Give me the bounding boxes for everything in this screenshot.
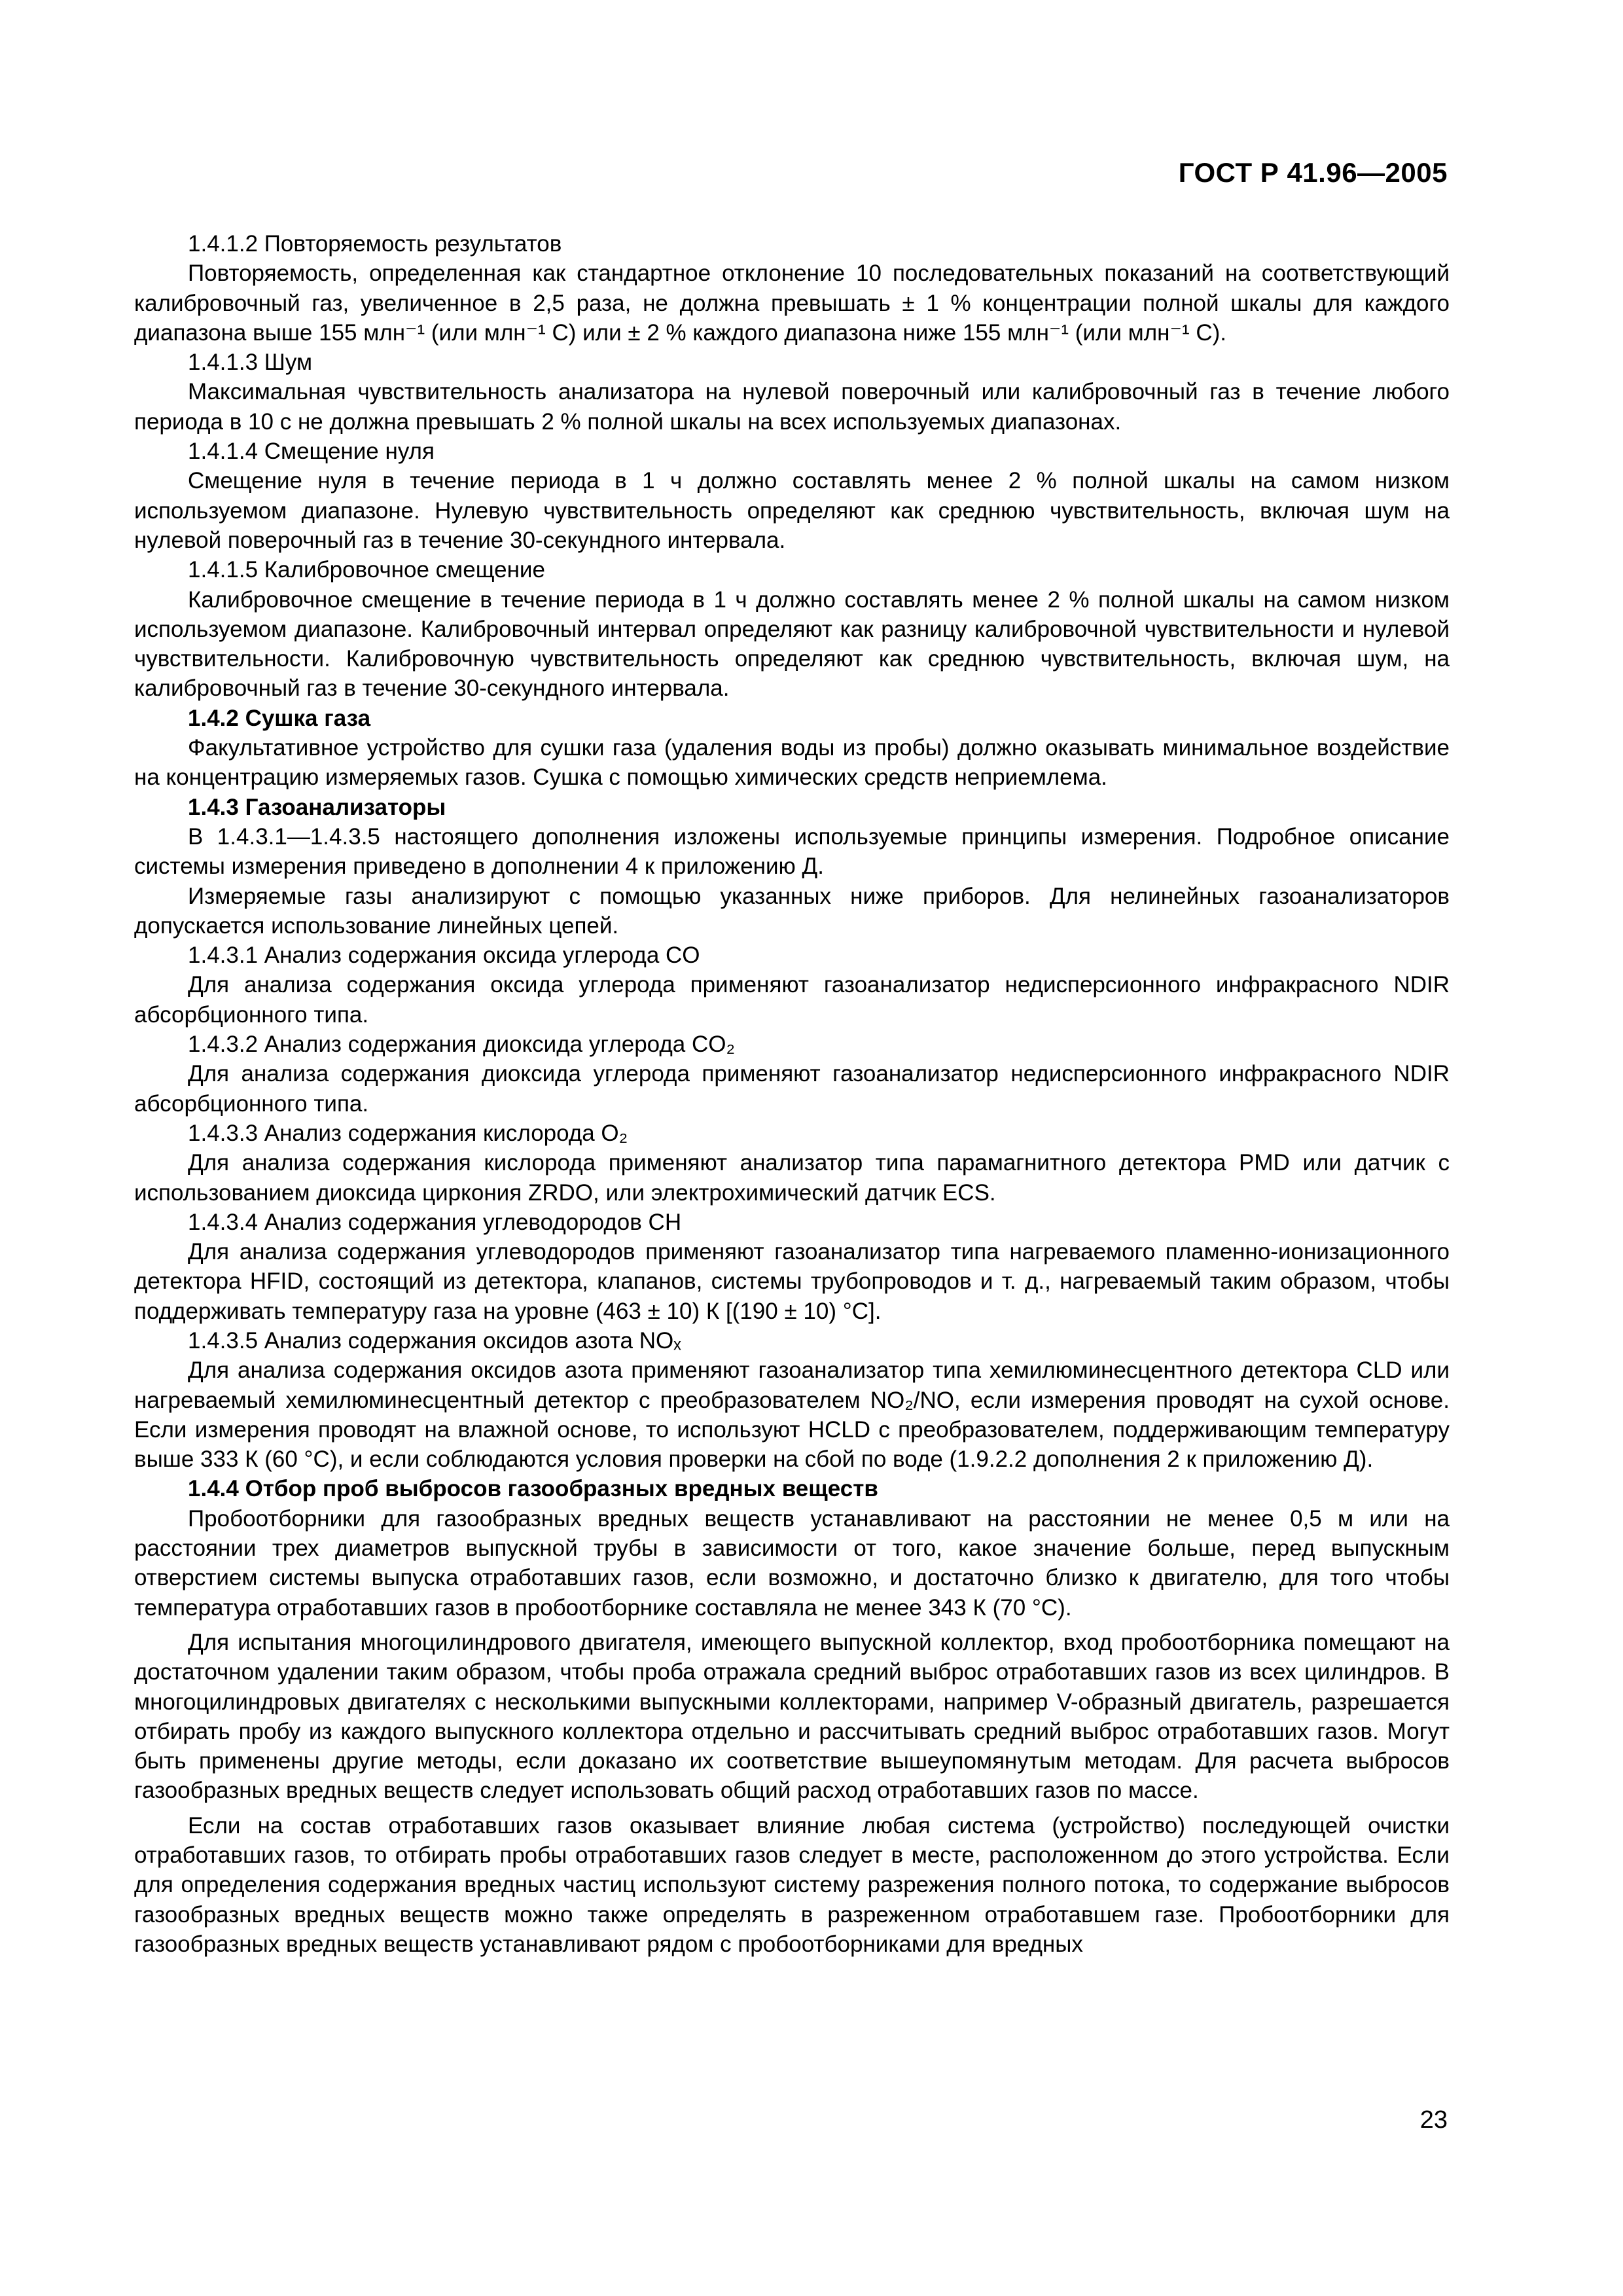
section-heading-1-4-1-5: 1.4.1.5 Калибровочное смещение bbox=[188, 557, 545, 583]
section-heading-1-4-3-3: 1.4.3.3 Анализ содержания кислорода O₂ bbox=[188, 1120, 628, 1146]
paragraph-o2-analysis: Для анализа содержания кислорода применяют анализатор типа парамагнитного детектора PMD или датчик с использованием диоксида циркония ZRDO, или электрохимический датчик ECS. bbox=[134, 1150, 1450, 1206]
paragraph-analyzers-intro: В 1.4.3.1—1.4.3.5 настоящего дополнения изложены используемые принципы измерения. Подробное описание системы измерения приведено в дополнении 4 к приложению Д. bbox=[134, 823, 1450, 880]
paragraph-analyzers-instruments: Измеряемые газы анализируют с помощью указанных ниже приборов. Для нелинейных газоанализаторов допускается использование линейных цепей. bbox=[134, 883, 1450, 939]
paragraph-zero-drift: Смещение нуля в течение периода в 1 ч должно составлять менее 2 % полной шкалы на самом низком используемом диапазоне. Нулевую чувствительность определяют как среднюю чувствительность, включая шум на нулевой поверочный газ в течение 30-секундного интервала. bbox=[134, 468, 1450, 553]
section-heading-1-4-2: 1.4.2 Сушка газа bbox=[188, 705, 371, 731]
document-body bbox=[134, 229, 1450, 1959]
section-heading-1-4-3-2: 1.4.3.2 Анализ содержания диоксида углерода CO₂ bbox=[188, 1031, 736, 1058]
page-number: 23 bbox=[1419, 2106, 1448, 2134]
paragraph-span-drift: Калибровочное смещение в течение периода в 1 ч должно составлять менее 2 % полной шкалы на самом низком используемом диапазоне. Калибровочный интервал определяют как разницу калибровочной чувствительности и нулевой чувствительности. Калибровочную чувствительность определяют как среднюю чувствительность, включая шум, на калибровочный газ в течение 30-секундного интервала. bbox=[134, 586, 1450, 702]
section-heading-1-4-4: 1.4.4 Отбор проб выбросов газообразных вредных веществ bbox=[188, 1476, 878, 1502]
paragraph-repeatability: Повторяемость, определенная как стандартное отклонение 10 последовательных показаний на соответствующий калибровочный газ, увеличенное в 2,5 раза, не должна превышать ± 1 % концентрации полной шкалы для каждого диапазона выше 155 млн⁻¹ (или млн⁻¹ С) или ± 2 % каждого диапазона ниже 155 млн⁻¹ (или млн⁻¹ С). bbox=[134, 260, 1450, 346]
document-header-id: ГОСТ Р 41.96—2005 bbox=[1178, 157, 1448, 188]
section-heading-1-4-1-4: 1.4.1.4 Смещение нуля bbox=[188, 439, 435, 465]
paragraph-aftertreatment: Если на состав отработавших газов оказывает влияние любая система (устройство) последующей очистки отработавших газов, то отбирать пробы отработавших газов следует в месте, расположенном до этого устройства. Если для определения содержания вредных частиц используют систему разрежения полного потока, то содержание выбросов газообразных вредных веществ можно также определять в разреженном отработавшем газе. Пробоотборники для газообразных вредных веществ устанавливают рядом с пробоотборниками для вредных bbox=[134, 1812, 1450, 1957]
section-heading-1-4-3-1: 1.4.3.1 Анализ содержания оксида углерода CO bbox=[188, 942, 700, 969]
paragraph-ch-analysis: Для анализа содержания углеводородов применяют газоанализатор типа нагреваемого пламенно-ионизационного детектора HFID, состоящий из детектора, клапанов, системы трубопроводов и т. д., нагреваемый таким образом, чтобы поддерживать температуру газа на уровне (463 ± 10) К [(190 ± 10) °C]. bbox=[134, 1239, 1450, 1324]
section-heading-1-4-3-5: 1.4.3.5 Анализ содержания оксидов азота NOₓ bbox=[188, 1327, 681, 1354]
section-heading-1-4-1-3: 1.4.1.3 Шум bbox=[188, 350, 313, 376]
paragraph-nox-analysis: Для анализа содержания оксидов азота применяют газоанализатор типа хемилюминесцентного детектора CLD или нагреваемый хемилюминесцентный детектор с преобразователем NO₂/NO, если измерения проводят на сухой основе. Если измерения проводят на влажной основе, то используют HCLD с преобразователем, поддерживающим температуру выше 333 К (60 °C), и если соблюдаются условия проверки на сбой по воде (1.9.2.2 дополнения 2 к приложению Д). bbox=[134, 1357, 1450, 1473]
section-heading-1-4-3-4: 1.4.3.4 Анализ содержания углеводородов CH bbox=[188, 1209, 682, 1235]
paragraph-sampling-location: Пробоотборники для газообразных вредных веществ устанавливают на расстоянии не менее 0,5 м или на расстоянии трех диаметров выпускной трубы в зависимости от того, какое значение больше, перед выпускным отверстием системы выпуска отработавших газов, если возможно, и достаточно близко к двигателю, для того чтобы температура отработавших газов в пробоотборнике составляла не менее 343 К (70 °C). bbox=[134, 1505, 1450, 1621]
paragraph-co2-analysis: Для анализа содержания диоксида углерода применяют газоанализатор недисперсионного инфракрасного NDIR абсорбционного типа. bbox=[134, 1061, 1450, 1117]
paragraph-gas-drying: Факультативное устройство для сушки газа (удаления воды из пробы) должно оказывать минимальное воздействие на концентрацию измеряемых газов. Сушка с помощью химических средств неприемлема. bbox=[134, 735, 1450, 791]
paragraph-co-analysis: Для анализа содержания оксида углерода применяют газоанализатор недисперсионного инфракрасного NDIR абсорбционного типа. bbox=[134, 972, 1450, 1028]
paragraph-noise: Максимальная чувствительность анализатора на нулевой поверочный или калибровочный газ в течение любого периода в 10 с не должна превышать 2 % полной шкалы на всех используемых диапазонах. bbox=[134, 379, 1450, 435]
section-heading-1-4-1-2: 1.4.1.2 Повторяемость результатов bbox=[188, 231, 562, 257]
paragraph-multicylinder: Для испытания многоцилиндрового двигателя, имеющего выпускной коллектор, вход пробоотборника помещают на достаточном удалении таким образом, чтобы проба отражала средний выброс отработавших газов из всех цилиндров. В многоцилиндровых двигателях с несколькими выпускными коллекторами, например V-образный двигатель, разрешается отбирать пробу из каждого выпускного коллектора отдельно и рассчитывать средний выброс отработавших газов. Могут быть применены другие методы, если доказано их соответствие вышеупомянутым методам. Для расчета выбросов газообразных вредных веществ следует использовать общий расход отработавших газов по массе. bbox=[134, 1629, 1450, 1804]
section-heading-1-4-3: 1.4.3 Газоанализаторы bbox=[188, 794, 446, 820]
